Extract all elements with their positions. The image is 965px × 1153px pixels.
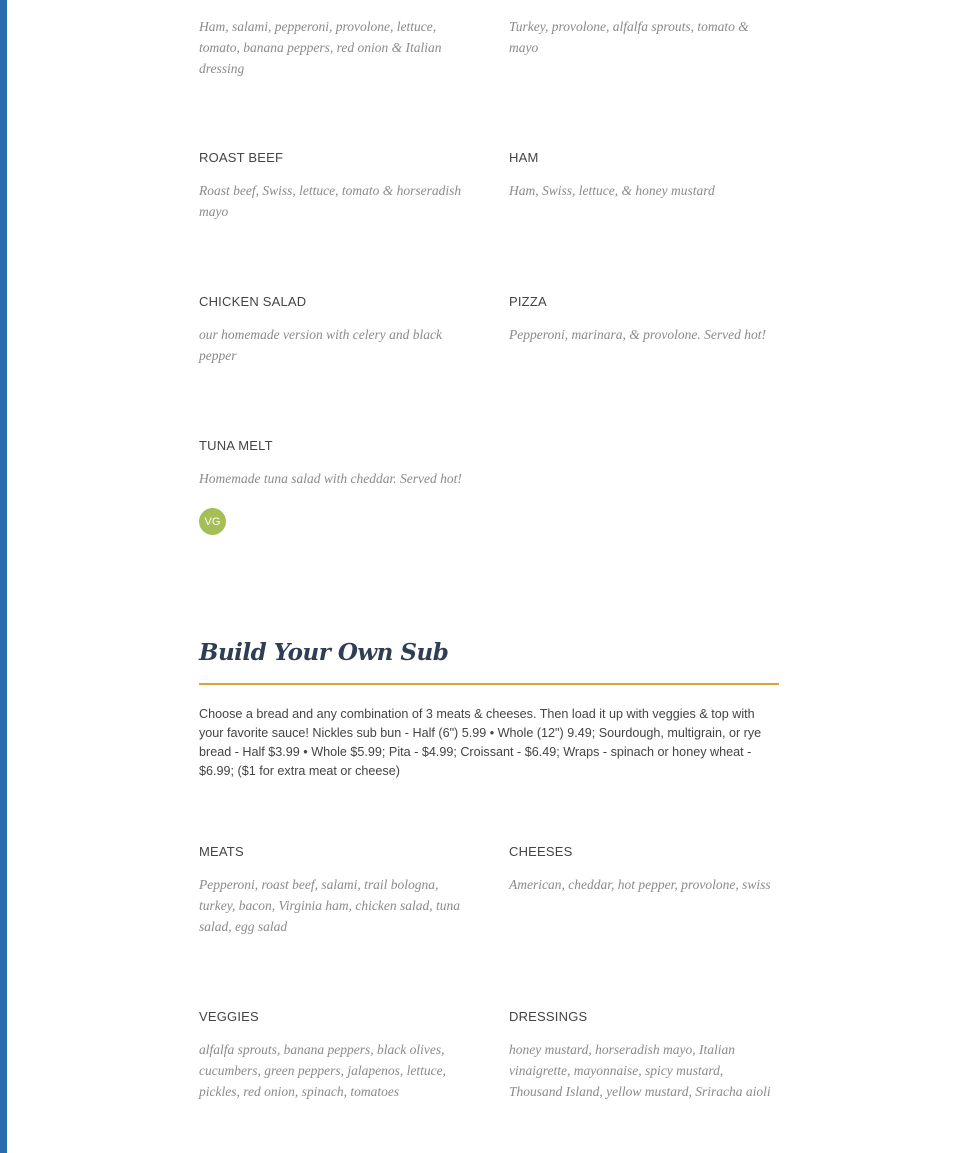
section-title: Build Your Own Sub (199, 639, 449, 666)
item-description: Ham, Swiss, lettuce, & honey mustard (509, 183, 715, 198)
item-name: MEATS (199, 844, 244, 859)
item-description: Roast beef, Swiss, lettuce, tomato & horseradish mayo (199, 183, 462, 219)
menu-item-pizza (509, 294, 779, 345)
item-name: TUNA MELT (199, 438, 273, 453)
item-description: alfalfa sprouts, banana peppers, black olives, cucumbers, green peppers, jalapenos, lettuce, pickles, red onion, spinach, tomatoes (199, 1042, 446, 1099)
item-name: CHEESES (509, 844, 573, 859)
vegetarian-badge: VG (199, 508, 226, 535)
menu-item-veggies (199, 1009, 469, 1102)
item-description: Pepperoni, marinara, & provolone. Served hot! (509, 327, 766, 342)
menu-item-tuna-melt (199, 438, 469, 489)
item-name: DRESSINGS (509, 1009, 588, 1024)
menu-item-dressings (509, 1009, 779, 1102)
item-name: VEGGIES (199, 1009, 259, 1024)
item-description: American, cheddar, hot pepper, provolone, swiss (509, 877, 771, 892)
menu-item-cheeses (509, 844, 779, 895)
menu-item-italian (199, 16, 469, 79)
item-description: Turkey, provolone, alfalfa sprouts, tomato & mayo (509, 19, 749, 55)
section-divider (199, 683, 779, 685)
menu-item-ham (509, 150, 779, 201)
item-name: HAM (509, 150, 539, 165)
item-name: ROAST BEEF (199, 150, 284, 165)
menu-item-turkey (509, 16, 779, 58)
item-description: our homemade version with celery and black pepper (199, 327, 442, 363)
item-name: PIZZA (509, 294, 547, 309)
item-description: Ham, salami, pepperoni, provolone, lettuce, tomato, banana peppers, red onion & Italian dressing (199, 19, 442, 76)
menu-item-chicken-salad (199, 294, 469, 366)
item-name: CHICKEN SALAD (199, 294, 307, 309)
item-description: Homemade tuna salad with cheddar. Served hot! (199, 471, 462, 486)
section-intro: Choose a bread and any combination of 3 meats & cheeses. Then load it up with veggies & top with your favorite sauce! Nickles sub bun - Half (6") 5.99 • Whole (12") 9.49; Sourdough, multigrain, or rye bread - Half $3.99 • Whole $5.99; Pita - $4.99; Croissant - $6.49; Wraps - spinach or honey wheat - $6.99; ($1 for extra meat or cheese) (199, 707, 762, 778)
item-description: honey mustard, horseradish mayo, Italian vinaigrette, mayonnaise, spicy mustard, Thousand Island, yellow mustard, Sriracha aioli (509, 1042, 771, 1099)
menu-item-roast-beef (199, 150, 469, 222)
menu-item-meats (199, 844, 469, 937)
left-accent-bar (0, 0, 7, 1153)
item-description: Pepperoni, roast beef, salami, trail bologna, turkey, bacon, Virginia ham, chicken salad, tuna salad, egg salad (199, 877, 460, 934)
